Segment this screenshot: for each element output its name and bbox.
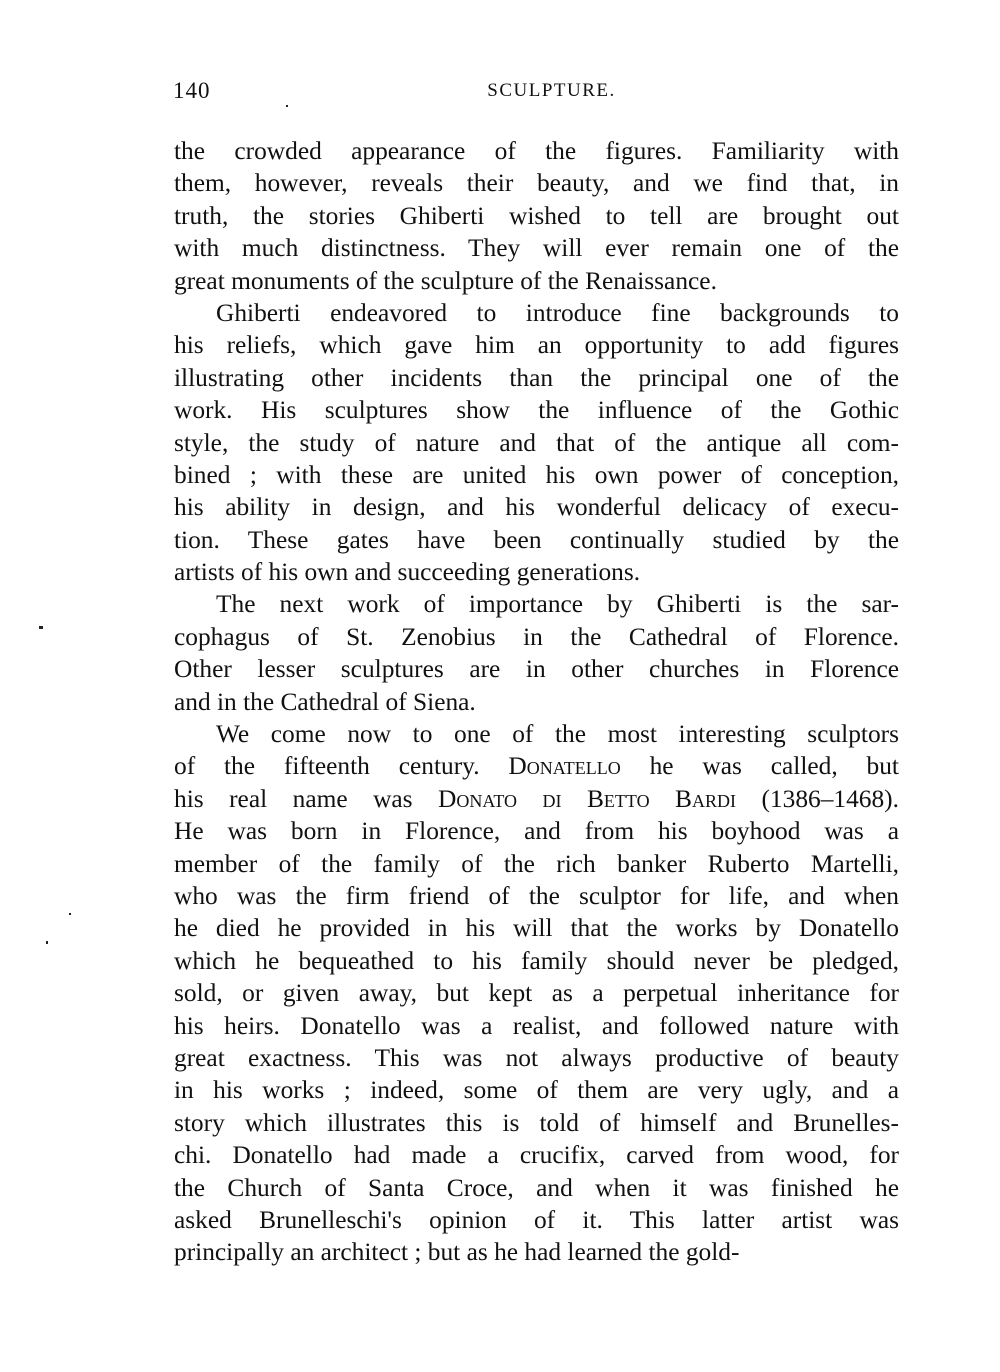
paragraph — [174, 718, 899, 1269]
text-line: story which illustrates this is told of himself and Brunelles- — [174, 1108, 899, 1137]
scan-speck — [286, 105, 288, 107]
text-line: his heirs. Donatello was a realist, and followed nature with — [174, 1011, 899, 1040]
text-line: illustrating other incidents than the principal one of the — [174, 363, 899, 392]
text-line: the Church of Santa Croce, and when it was finished he — [174, 1173, 899, 1202]
text-line: member of the family of the rich banker Ruberto Martelli, — [174, 849, 899, 878]
text-line: great exactness. This was not always productive of beauty — [174, 1043, 899, 1072]
text-line: tion. These gates have been continually studied by the — [174, 525, 899, 554]
text-line: cophagus of St. Zenobius in the Cathedral of Florence. — [174, 622, 899, 651]
text-line: sold, or given away, but kept as a perpetual inheritance for — [174, 979, 899, 1008]
text-line: principally an architect ; but as he had learned the gold- — [174, 1238, 740, 1267]
text-line: Ghiberti endeavored to introduce fine backgrounds to — [216, 298, 899, 327]
page-number: 140 — [173, 78, 211, 103]
text-line: and in the Cathedral of Siena. — [174, 687, 476, 716]
text-line: truth, the stories Ghiberti wished to tell are brought out — [174, 201, 899, 230]
text-line: style, the study of nature and that of the antique all com- — [174, 428, 899, 457]
text-line: his real name was Donato di Betto Bardi (1386–1468). — [174, 784, 899, 813]
text-line: great monuments of the sculpture of the Renaissance. — [174, 266, 717, 295]
text-line: We come now to one of the most interesting sculptors — [216, 720, 899, 749]
text-line: the crowded appearance of the figures. Familiarity with — [174, 137, 899, 165]
paragraph — [174, 297, 899, 589]
text-line: them, however, reveals their beauty, and we find that, in — [174, 169, 899, 198]
text-line: he died he provided in his will that the works by Donatello — [174, 914, 899, 943]
scan-speck — [39, 626, 43, 629]
text-line: which he bequeathed to his family should never be pledged, — [174, 946, 899, 975]
text-line: chi. Donatello had made a crucifix, carved from wood, for — [174, 1141, 899, 1170]
text-line: The next work of importance by Ghiberti is the sar- — [216, 590, 899, 619]
running-head — [173, 78, 900, 108]
text-line: Other lesser sculptures are in other churches in Florence — [174, 655, 899, 684]
paragraph — [174, 135, 899, 297]
scan-speck — [46, 941, 48, 944]
text-line: work. His sculptures show the influence of the Gothic — [174, 396, 899, 425]
text-line: He was born in Florence, and from his boyhood was a — [174, 817, 899, 846]
body-text — [174, 135, 899, 1269]
small-caps-name: Donatello — [508, 752, 621, 781]
text-line: in his works ; indeed, some of them are very ugly, and a — [174, 1076, 899, 1105]
text-line: asked Brunelleschi's opinion of it. This latter artist was — [174, 1205, 899, 1234]
text-line: with much distinctness. They will ever remain one of the — [174, 234, 899, 263]
text-line: bined ; with these are united his own power of conception, — [174, 460, 899, 489]
small-caps-name: Donato di Betto Bardi — [438, 784, 736, 813]
running-title: SCULPTURE. — [487, 80, 616, 101]
text-line: his reliefs, which gave him an opportunity to add figures — [174, 331, 899, 360]
text-line: his ability in design, and his wonderful delicacy of execu- — [174, 493, 899, 522]
text-line: artists of his own and succeeding generations. — [174, 558, 641, 587]
scan-speck — [69, 913, 71, 915]
text-line: of the fifteenth century. Donatello he was called, but — [174, 752, 899, 781]
paragraph — [174, 588, 899, 718]
text-line: who was the firm friend of the sculptor for life, and when — [174, 881, 899, 910]
